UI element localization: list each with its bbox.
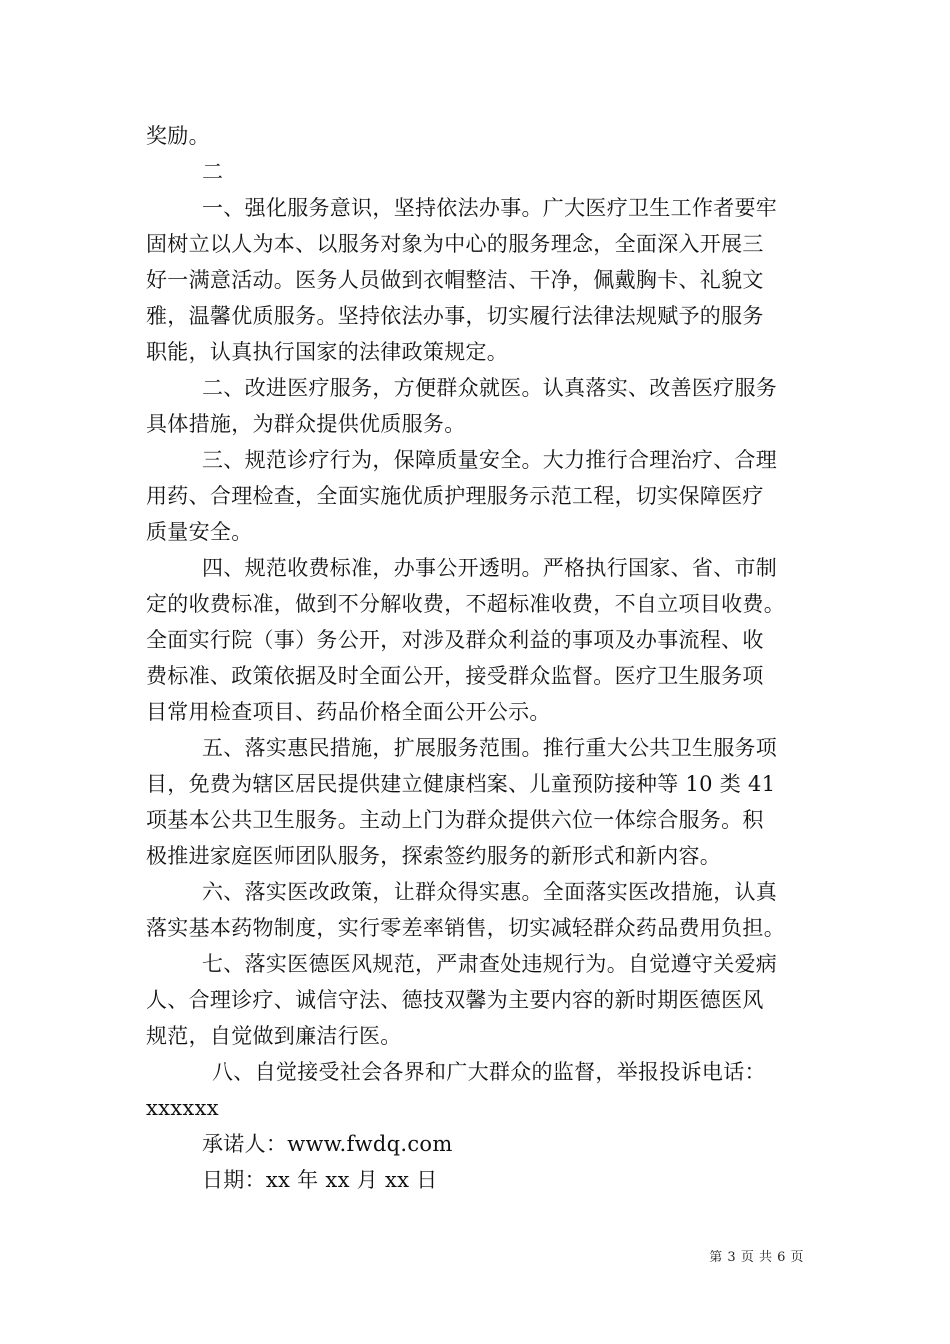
text-line: 人、合理诊疗、诚信守法、德技双馨为主要内容的新时期医德医风 — [146, 988, 764, 1012]
text-line: 费标准、政策依据及时全面公开，接受群众监督。医疗卫生服务项 — [146, 664, 764, 688]
text-line: 一、强化服务意识，坚持依法办事。广大医疗卫生工作者要牢 — [202, 196, 778, 220]
text-line: 雅，温馨优质服务。坚持依法办事，切实履行法律法规赋予的服务 — [146, 304, 764, 328]
text-line: 目常用检查项目、药品价格全面公开公示。 — [146, 700, 551, 724]
text-line: 具体措施，为群众提供优质服务。 — [146, 412, 466, 436]
text-line: 二、改进医疗服务，方便群众就医。认真落实、改善医疗服务 — [202, 376, 778, 400]
text-line: 极推进家庭医师团队服务，探索签约服务的新形式和新内容。 — [146, 844, 722, 868]
text-line: 五、落实惠民措施，扩展服务范围。推行重大公共卫生服务项 — [202, 736, 778, 760]
text-line: 奖励。 — [146, 124, 210, 148]
text-line: 固树立以人为本、以服务对象为中心的服务理念，全面深入开展三 — [146, 232, 764, 256]
text-line: 落实基本药物制度，实行零差率销售，切实减轻群众药品费用负担。 — [146, 916, 785, 940]
text-line: 定的收费标准，做到不分解收费，不超标准收费，不自立项目收费。 — [146, 592, 785, 616]
text-line: 八、自觉接受社会各界和广大群众的监督，举报投诉电话： — [212, 1060, 766, 1084]
text-line: 项基本公共卫生服务。主动上门为群众提供六位一体综合服务。积 — [146, 808, 764, 832]
text-line: 七、落实医德医风规范，严肃查处违规行为。自觉遵守关爱病 — [202, 952, 778, 976]
text-line: 三、规范诊疗行为，保障质量安全。大力推行合理治疗、合理 — [202, 448, 778, 472]
text-line: 承诺人：www.fwdq.com — [202, 1132, 453, 1156]
text-line: 好一满意活动。医务人员做到衣帽整洁、干净，佩戴胸卡、礼貌文 — [146, 268, 764, 292]
text-line: 二 — [202, 160, 224, 184]
text-line: 质量安全。 — [146, 520, 253, 544]
page-number: 第 3 页 共 6 页 — [709, 1250, 804, 1265]
text-line: 日期：xx 年 xx 月 xx 日 — [202, 1168, 438, 1192]
text-line: 四、规范收费标准，办事公开透明。严格执行国家、省、市制 — [202, 556, 778, 580]
text-line: 目，免费为辖区居民提供建立健康档案、儿童预防接种等 10 类 41 — [146, 772, 776, 796]
text-line: 全面实行院（事）务公开，对涉及群众利益的事项及办事流程、收 — [146, 628, 764, 652]
document-body — [146, 118, 816, 1198]
text-line: 用药、合理检查，全面实施优质护理服务示范工程，切实保障医疗 — [146, 484, 764, 508]
text-line: 规范，自觉做到廉洁行医。 — [146, 1024, 402, 1048]
text-line: 职能，认真执行国家的法律政策规定。 — [146, 340, 509, 364]
text-line: xxxxxx — [146, 1096, 219, 1120]
text-line: 六、落实医改政策，让群众得实惠。全面落实医改措施，认真 — [202, 880, 778, 904]
